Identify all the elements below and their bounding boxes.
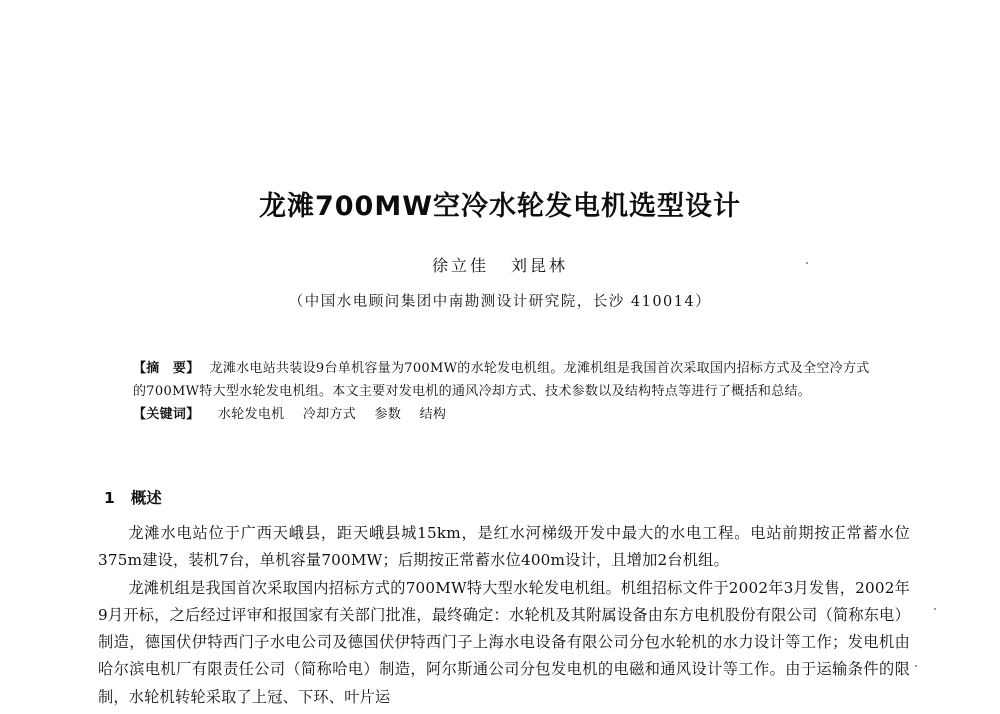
abstract-block — [133, 357, 878, 426]
scan-speck — [806, 262, 808, 264]
body-paragraph: 龙滩水电站位于广西天峨县，距天峨县城15km，是红水河梯级开发中最大的水电工程。电站前期按正常蓄水位375m建设，装机7台，单机容量700MW；后期按正常蓄水位400m设计，且增加2台机组。 — [98, 524, 910, 570]
keyword-item: 参数 — [374, 407, 402, 422]
paper-title: 龙滩700MW空冷水轮发电机选型设计 — [258, 191, 741, 222]
paper-affiliation: （中国水电顾问集团中南勘测设计研究院，长沙 410014） — [288, 294, 712, 310]
scan-speck — [915, 665, 917, 667]
keyword-item: 结构 — [419, 407, 447, 422]
keywords-paragraph — [133, 403, 878, 426]
paper-authors: 徐立佳 刘昆林 — [431, 256, 569, 275]
section-title: 概述 — [130, 489, 162, 507]
body-text — [98, 520, 910, 711]
section-number: 1 — [104, 489, 115, 507]
keyword-item: 水轮发电机 — [217, 407, 285, 422]
scan-speck — [934, 608, 936, 610]
abstract-label: 【摘 要】 — [133, 361, 200, 376]
abstract-text: 龙滩水电站共装设9台单机容量为700MW的水轮发电机组。龙滩机组是我国首次采取国内招标方式及全空冷方式的700MW特大型水轮发电机组。本文主要对发电机的通风冷却方式、技术参数以及结构特点等进行了概括和总结。 — [133, 361, 870, 399]
abstract-paragraph — [133, 357, 878, 403]
keywords-label: 【关键词】 — [133, 407, 200, 422]
section-heading — [104, 486, 162, 508]
body-paragraph: 龙滩机组是我国首次采取国内招标方式的700MW特大型水轮发电机组。机组招标文件于2002年3月发售，2002年9月开标，之后经过评审和报国家有关部门批准，最终确定：水轮机及其附属设备由东方电机股份有限公司（简称东电）制造，德国伏伊特西门子水电公司及德国伏伊特西门子上海水电设备有限公司分包水轮机的水力设计等工作；发电机由哈尔滨电机厂有限责任公司（简称哈电）制造，阿尔斯通公司分包发电机的电磁和通风设计等工作。由于运输条件的限制，水轮机转轮采取了上冠、下环、叶片运 — [98, 578, 910, 706]
keyword-item: 冷却方式 — [302, 407, 357, 422]
